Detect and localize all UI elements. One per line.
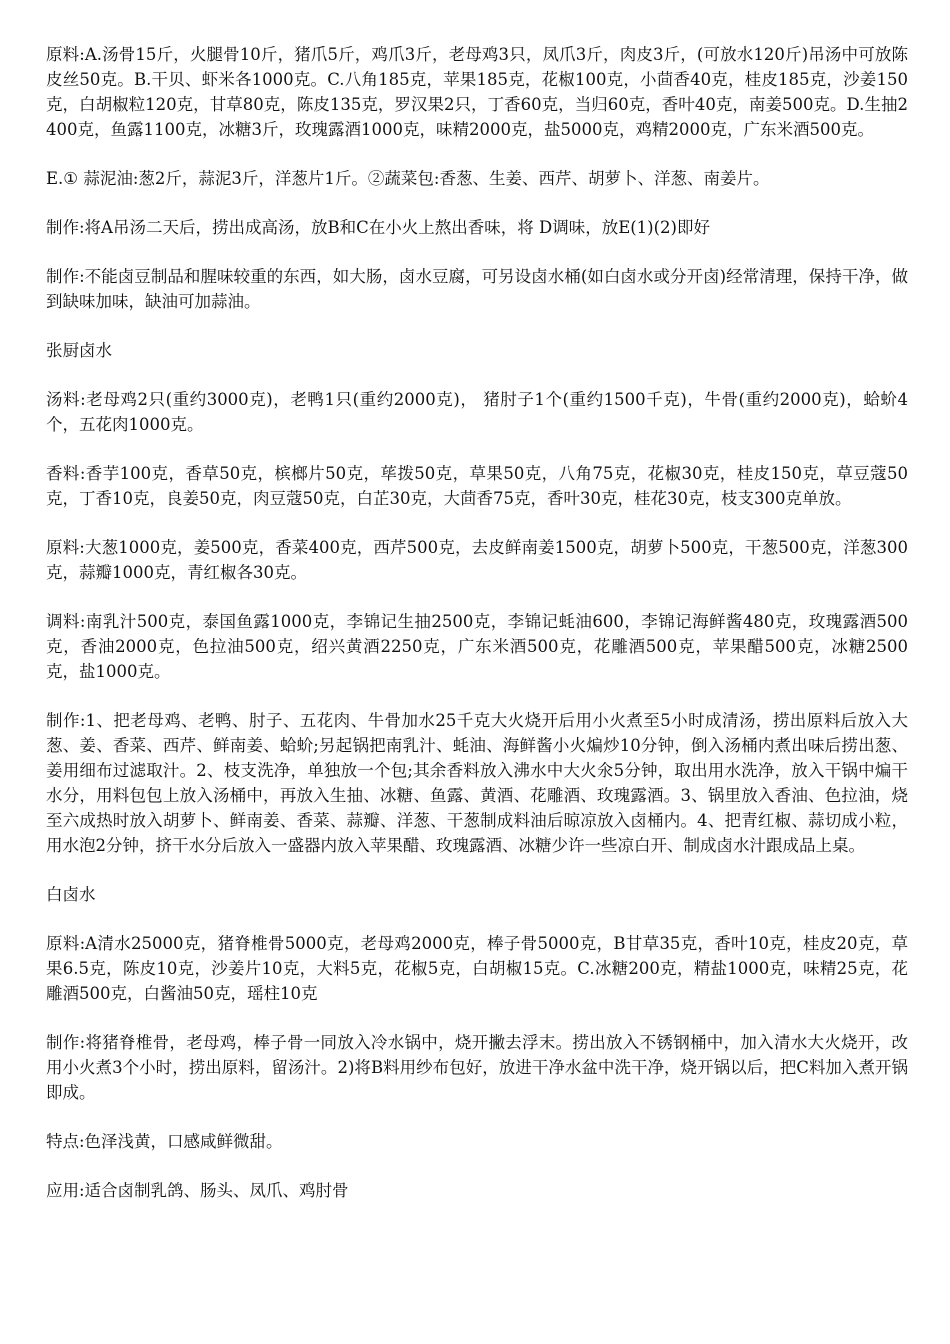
paragraph-method-steps: 制作:1、把老母鸡、老鸭、肘子、五花肉、牛骨加水25千克大火烧开后用小火煮至5小时成清汤，捞出原料后放入大葱、姜、香菜、西芹、鲜南姜、蛤蚧;另起锅把南乳汁、蚝油、海鲜酱小火煸炒10分钟，倒入汤桶内煮出味后捞出葱、姜用细布过滤取汁。2、枝支洗净，单独放一个包;其余香料放入沸水中大火氽5分钟，取出用水洗净，放入干锅中煸干水分，用料包包上放入汤桶中，再放入生抽、冰糖、鱼露、黄酒、花雕酒、玫瑰露酒。3、锅里放入香油、色拉油，烧至六成热时放入胡萝卜、鲜南姜、香菜、蒜瓣、洋葱、干葱制成料油后晾凉放入卤桶内。4、把青红椒、蒜切成小粒，用水泡2分钟，挤干水分后放入一盛器内放入苹果醋、玫瑰露酒、冰糖少许一些凉白开、制成卤水汁跟成品上桌。: [46, 711, 908, 855]
paragraph-soup-ingredients: 汤料:老母鸡2只(重约3000克)，老鸭1只(重约2000克)， 猪肘子1个(重约1500千克)，牛骨(重约2000克)，蛤蚧4个，五花肉1000克。: [46, 390, 908, 434]
paragraph-white-brine-ingredients: 原料:A清水25000克，猪脊椎骨5000克，老母鸡2000克，棒子骨5000克，B甘草35克，香叶10克，桂皮20克，草果6.5克，陈皮10克，沙姜片10克，大料5克，花椒5克，白胡椒15克。C.冰糖200克，精盐1000克，味精25克，花雕酒500克，白酱油50克，瑶柱10克: [46, 934, 908, 1003]
paragraph-white-brine-method: 制作:将猪脊椎骨，老母鸡，棒子骨一同放入冷水锅中，烧开撇去浮末。捞出放入不锈钢桶中，加入清水大火烧开，改用小火煮3个小时，捞出原料，留汤汁。2)将B料用纱布包好，放进干净水盆中洗干净，烧开锅以后，把C料加入煮开锅即成。: [46, 1033, 908, 1102]
paragraph-garlic-oil-vegetable-pack: E.① 蒜泥油:葱2斤，蒜泥3斤，洋葱片1斤。②蔬菜包:香葱、生姜、西芹、胡萝卜、洋葱、南姜片。: [46, 169, 770, 188]
document-page: [46, 42, 908, 1227]
paragraph-spices: 香料:香芋100克，香草50克，槟榔片50克，荜拨50克，草果50克，八角75克，花椒30克，桂皮150克，草豆蔻50克，丁香10克，良姜50克，肉豆蔻50克，白芷30克，大茴香75克，香叶30克，桂花30克，枝支300克单放。: [46, 464, 908, 508]
heading-chef-zhang-brine: 张厨卤水: [46, 341, 112, 360]
paragraph-method-1: 制作:将A吊汤二天后，捞出成高汤，放B和C在小火上熬出香味，将 D调味，放E(1)(2)即好: [46, 218, 710, 237]
paragraph-application: 应用:适合卤制乳鸽、肠头、凤爪、鸡肘骨: [46, 1181, 349, 1200]
paragraph-features: 特点:色泽浅黄，口感咸鲜微甜。: [46, 1132, 283, 1151]
heading-white-brine: 白卤水: [46, 885, 96, 904]
paragraph-ingredients-a-to-d: 原料:A.汤骨15斤，火腿骨10斤，猪爪5斤，鸡爪3斤，老母鸡3只，凤爪3斤，肉皮3斤，(可放水120斤)吊汤中可放陈皮丝50克。B.干贝、虾米各1000克。C.八角185克，苹果185克，花椒100克，小茴香40克，桂皮185克，沙姜150克，白胡椒粒120克，甘草80克，陈皮135克，罗汉果2只，丁香60克，当归60克，香叶40克，南姜500克。D.生抽2400克，鱼露1100克，冰糖3斤，玫瑰露酒1000克，味精2000克，盐5000克，鸡精2000克，广东米酒500克。: [46, 45, 908, 139]
paragraph-raw-materials: 原料:大葱1000克，姜500克，香菜400克，西芹500克，去皮鲜南姜1500克，胡萝卜500克，干葱500克，洋葱300克，蒜瓣1000克，青红椒各30克。: [46, 538, 908, 582]
paragraph-seasonings: 调料:南乳汁500克，泰国鱼露1000克，李锦记生抽2500克，李锦记蚝油600，李锦记海鲜酱480克，玫瑰露酒500克，香油2000克，色拉油500克，绍兴黄酒2250克，广东米酒500克，花雕酒500克，苹果醋500克，冰糖2500克，盐1000克。: [46, 612, 908, 681]
paragraph-method-2: 制作:不能卤豆制品和腥味较重的东西，如大肠，卤水豆腐，可另设卤水桶(如白卤水或分开卤)经常清理，保持干净，做到缺味加味，缺油可加蒜油。: [46, 267, 908, 311]
